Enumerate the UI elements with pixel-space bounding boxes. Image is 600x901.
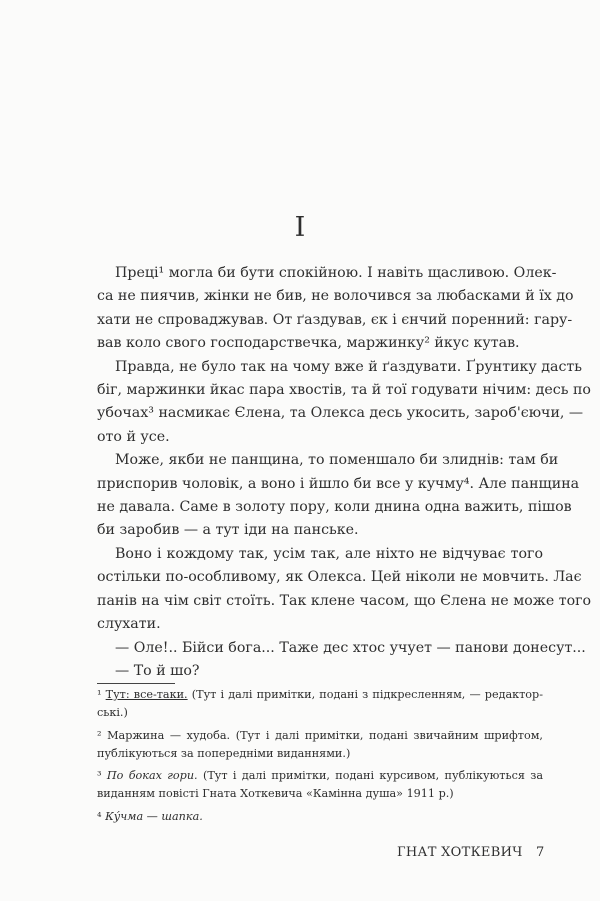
footnote-line	[97, 686, 543, 704]
footnote-text: (Тут і далі примітки, подані з підкресленням, — редактор-	[191, 688, 543, 701]
footnote-text: виданням повісті Гната Хоткевича «Камінна душа» 1911 р.)	[97, 787, 454, 800]
footnote-term: Маржина — худоба.	[107, 728, 231, 742]
paragraph	[97, 449, 580, 543]
text-line: хати не спроваджував. От ґаздував, єк і єнчий поренний: гару-	[97, 311, 573, 328]
footnote-line	[97, 704, 543, 722]
footnote-number: ³	[97, 769, 102, 782]
text-line: приспорив чоловік, а воно і йшло би все у кучму⁴. Але панщина	[97, 475, 580, 492]
text-line: вав коло свого господарствечка, маржинку² йкус кутав.	[97, 335, 520, 352]
chapter-heading: I	[294, 212, 306, 243]
footnote	[97, 767, 543, 803]
text-line: Може, якби не панщина, то поменшало би злиднів: там би	[115, 452, 559, 469]
text-line: са не пиячив, жінки не бив, не волочився за любасками й їх до	[97, 288, 574, 305]
text-line: убочах³ насмикає Єлена, та Олекса десь укосить, зароб'єючи, —	[97, 405, 584, 422]
text-line: Правда, не було так на чому вже й ґаздувати. Ґрунтику дасть	[115, 358, 582, 375]
footnote-line	[97, 767, 543, 785]
page-number: 7	[536, 845, 545, 860]
body-text	[97, 262, 592, 683]
footnote-line	[97, 745, 543, 763]
footnote-line	[97, 808, 543, 826]
footnote-number: ¹	[97, 688, 102, 701]
paragraph	[97, 356, 591, 450]
text-line: — То й шо?	[115, 662, 200, 679]
footnotes	[97, 686, 543, 830]
footnote-text: (Тут і далі примітки, подані звичайним шрифтом,	[235, 728, 543, 742]
text-line: слухати.	[97, 616, 161, 633]
text-line: біг, маржинки йкас пара хвостів, та й тої годувати нічим: десь по	[97, 382, 591, 399]
paragraph	[97, 660, 543, 683]
text-line: би заробив — а тут іди на панське.	[97, 522, 359, 539]
footnote-term: По боках гори.	[106, 769, 198, 782]
footnote-line	[97, 727, 543, 745]
footnote	[97, 808, 543, 826]
footnote-text: ські.)	[97, 706, 128, 719]
text-line: ото й усе.	[97, 428, 170, 445]
text-line: — Оле!.. Бійси бога... Таже дес хтос учует — панови донесут...	[115, 639, 586, 656]
text-line: Преці¹ могла би бути спокійною. І навіть щасливою. Олек-	[115, 265, 557, 281]
footnote-text: публікуються за попередніми виданнями.)	[97, 746, 351, 760]
footnote-number: ²	[97, 728, 102, 742]
footnote-term: Ку́чма — шапка.	[105, 809, 203, 823]
footnote	[97, 686, 543, 722]
footnote	[97, 727, 543, 763]
text-line: Воно і кождому так, усім так, але ніхто не відчуває того	[115, 545, 543, 562]
footnote-text: (Тут і далі примітки, подані курсивом, публікуються за	[202, 769, 544, 782]
footnote-line	[97, 785, 543, 803]
paragraph	[97, 543, 592, 637]
footnote-divider	[97, 683, 175, 684]
paragraph	[97, 262, 574, 356]
footnote-number: ⁴	[97, 809, 102, 823]
text-line: панів на чім світ стоїть. Так клене часом, що Єлена не може того	[97, 592, 592, 609]
paragraph	[97, 637, 586, 660]
text-line: остільки по-особливому, як Олекса. Цей ніколи не мовчить. Лає	[97, 569, 582, 586]
text-line: не давала. Саме в золоту пору, коли днина одна важить, пішов	[97, 499, 572, 516]
footnote-term: Тут: все-таки.	[105, 688, 188, 701]
running-footer-author: ГНАТ ХОТКЕВИЧ	[397, 845, 523, 860]
